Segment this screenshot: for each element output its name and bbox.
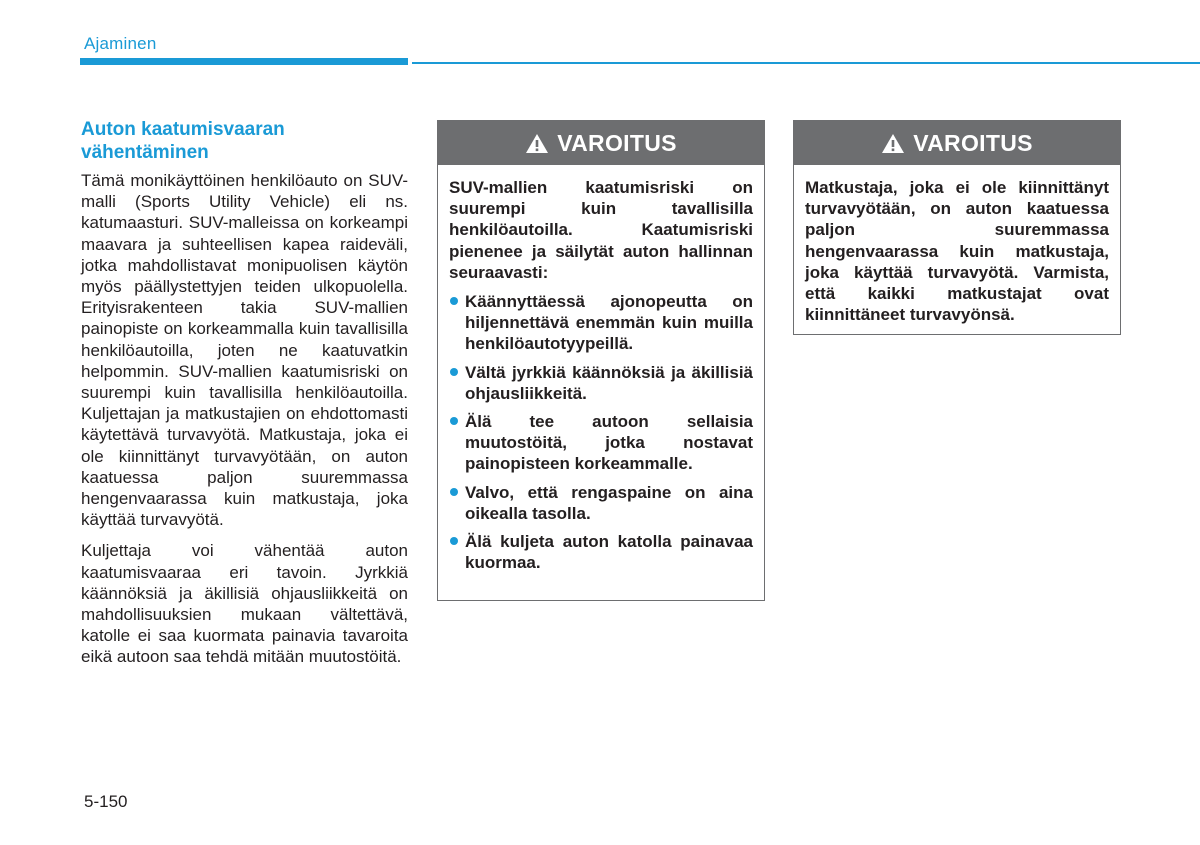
- list-item: Vältä jyrkkiä käännöksiä ja äkillisiä ohjausliikkeitä.: [449, 362, 753, 404]
- warning-triangle-icon: [881, 133, 905, 154]
- bullet-icon: [450, 368, 458, 376]
- bullet-icon: [450, 488, 458, 496]
- warning-body: [438, 165, 764, 573]
- warning-title: VAROITUS: [913, 129, 1033, 156]
- bullet-icon: [450, 297, 458, 305]
- header-rule-thick: [80, 58, 408, 65]
- bullet-icon: [450, 537, 458, 545]
- main-text-column: [81, 118, 408, 678]
- list-item: Valvo, että rengaspaine on aina oikealla tasolla.: [449, 482, 753, 524]
- warning-header: [794, 121, 1120, 165]
- warning-title: VAROITUS: [557, 129, 677, 156]
- header-rule-thin: [412, 62, 1200, 64]
- warning-bullet-list: [449, 291, 753, 573]
- list-item: Älä tee autoon sellaisia muutostöitä, jotka nostavat painopisteen korkeammalle.: [449, 411, 753, 475]
- list-item: Käännyttäessä ajonopeutta on hiljennettävä enemmän kuin muilla henkilöautotyypeillä.: [449, 291, 753, 355]
- warning-text: Matkustaja, joka ei ole kiinnittänyt turvavyötään, on auton kaatuessa paljon suuremmassa hengenvaarassa kuin matkustaja, joka käyttää turvavyötä. Varmista, että kaikki matkustajat ovat kiinnittäneet turvavyönsä.: [805, 178, 1109, 325]
- warning-triangle-icon: [525, 133, 549, 154]
- article-heading: Auton kaatumisvaaran vähentäminen: [81, 119, 285, 163]
- warning-box-rollover: [437, 120, 765, 601]
- bullet-icon: [450, 417, 458, 425]
- warning-intro: SUV-mallien kaatumisriski on suurempi kuin tavallisilla henkilöautoilla. Kaatumisriski pienenee ja säilytät auton hallinnan seuraavasti:: [449, 178, 753, 282]
- list-item: Älä kuljeta auton katolla painavaa kuormaa.: [449, 531, 753, 573]
- warning-header: [438, 121, 764, 165]
- page-number: 5-150: [84, 792, 128, 811]
- section-title: Ajaminen: [84, 34, 157, 53]
- body-paragraph-1: Tämä monikäyttöinen henkilöauto on SUV-malli (Sports Utility Vehicle) eli ns. katumaasturi. SUV-malleissa on korkeampi maavara ja suhteellisen kapea raideväli, jotka mahdollistavat monipuolisen käytön myös päällystettyjen teiden ulkopuolella. Erityisrakenteen takia SUV-mallien painopiste on korkeammalla kuin tavallisilla henkilöautoilla, joten ne kaatuvatkin helpommin. SUV-mallien kaatumisriski on suurempi kuin tavallisilla henkilöautoilla. Kuljettajan ja matkustajien on ehdottomasti käytettävä turvavyötä. Matkustaja, joka ei ole kiinnittänyt turvavyötään, on auton kaatuessa paljon suuremmassa hengenvaarassa kuin matkustaja, joka käyttää turvavyötä.: [81, 171, 408, 530]
- body-paragraph-2: Kuljettaja voi vähentää auton kaatumisvaaraa eri tavoin. Jyrkkiä käännöksiä ja äkillisiä ohjausliikkeitä on mahdollisuuksien mukaan vältettävä, katolle ei saa kuormata painavia tavaroita eikä autoon saa tehdä mitään muutostöitä.: [81, 541, 408, 667]
- warning-body: [794, 165, 1120, 325]
- warning-box-seatbelt: [793, 120, 1121, 335]
